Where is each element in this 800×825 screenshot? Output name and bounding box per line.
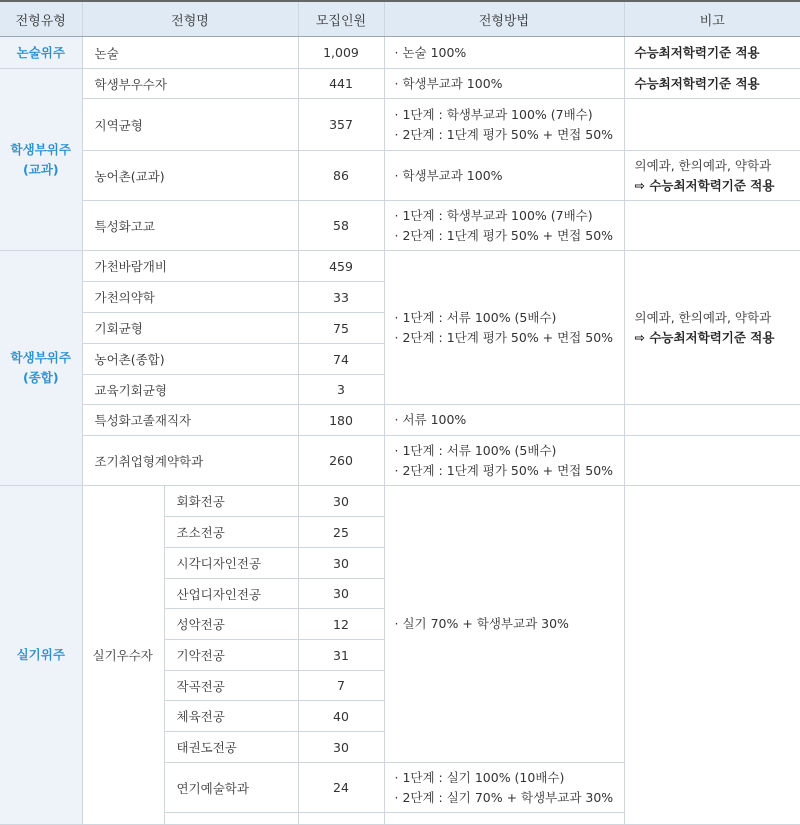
empty-cell [384, 813, 624, 825]
table-row [0, 486, 800, 517]
method-line: · 1단계 : 서류 100% (5배수) [394, 442, 557, 458]
method-cell: · 서류 100% [384, 405, 624, 436]
note-line: 의예과, 한의예과, 약학과 [634, 309, 772, 325]
note-cell [624, 436, 800, 486]
name-cell: 농어촌(교과) [82, 151, 298, 201]
count-cell: 86 [298, 151, 384, 201]
name-cell: 기회균형 [82, 313, 298, 344]
note-line: ⇨ 수능최저학력기준 적용 [634, 177, 775, 193]
type-sublabel: (종합) [22, 370, 59, 385]
table-row [0, 69, 800, 99]
major-cell: 체육전공 [164, 701, 298, 732]
count-cell: 33 [298, 282, 384, 313]
method-cell [384, 201, 624, 251]
count-cell: 30 [298, 732, 384, 763]
count-cell: 30 [298, 486, 384, 517]
type-cell: 실기위주 [0, 486, 82, 825]
method-cell: · 학생부교과 100% [384, 69, 624, 99]
major-cell: 기악전공 [164, 640, 298, 671]
note-cell [624, 201, 800, 251]
name-cell: 가천바람개비 [82, 251, 298, 282]
count-cell: 180 [298, 405, 384, 436]
method-line: · 2단계 : 1단계 평가 50% + 면접 50% [394, 462, 614, 478]
table-row [0, 405, 800, 436]
count-cell: 1,009 [298, 37, 384, 69]
note-cell: 수능최저학력기준 적용 [624, 37, 800, 69]
method-line: · 1단계 : 학생부교과 100% (7배수) [394, 106, 593, 122]
note-cell [624, 151, 800, 201]
major-cell: 시각디자인전공 [164, 548, 298, 579]
table-row [0, 251, 800, 282]
count-cell: 40 [298, 701, 384, 732]
name-cell: 조기취업형계약학과 [82, 436, 298, 486]
count-cell: 3 [298, 375, 384, 405]
count-cell: 24 [298, 763, 384, 813]
note-cell: 수능최저학력기준 적용 [624, 69, 800, 99]
name-cell: 학생부우수자 [82, 69, 298, 99]
method-line: · 2단계 : 1단계 평가 50% + 면접 50% [394, 126, 614, 142]
type-sublabel: (교과) [22, 161, 59, 177]
count-cell: 75 [298, 313, 384, 344]
header-row [0, 1, 800, 37]
major-cell: 산업디자인전공 [164, 579, 298, 609]
note-cell [624, 405, 800, 436]
note-cell [624, 251, 800, 405]
count-cell: 357 [298, 99, 384, 151]
major-cell: 조소전공 [164, 517, 298, 548]
header-type: 전형유형 [0, 1, 82, 37]
type-label: 학생부위주 [10, 350, 71, 365]
method-line: · 1단계 : 학생부교과 100% (7배수) [394, 207, 593, 223]
method-line: · 1단계 : 서류 100% (5배수) [394, 309, 557, 325]
count-cell: 30 [298, 548, 384, 579]
count-cell: 7 [298, 671, 384, 701]
type-cell: 논술위주 [0, 37, 82, 69]
method-line: · 2단계 : 1단계 평가 50% + 면접 50% [394, 329, 614, 345]
empty-cell [298, 813, 384, 825]
method-cell [384, 763, 624, 813]
major-cell: 연기예술학과 [164, 763, 298, 813]
type-label: 학생부위주 [10, 141, 71, 157]
table-row [0, 151, 800, 201]
major-cell: 태권도전공 [164, 732, 298, 763]
note-cell [624, 486, 800, 825]
method-cell [384, 251, 624, 405]
name-cell: 가천의약학 [82, 282, 298, 313]
count-cell: 58 [298, 201, 384, 251]
note-line: ⇨ 수능최저학력기준 적용 [634, 329, 775, 345]
name-cell: 특성화고졸재직자 [82, 405, 298, 436]
name-cell: 교육기회균형 [82, 375, 298, 405]
note-line: 의예과, 한의예과, 약학과 [634, 157, 772, 173]
count-cell: 12 [298, 609, 384, 640]
method-line: · 2단계 : 실기 70% + 학생부교과 30% [394, 789, 614, 805]
method-cell [384, 99, 624, 151]
method-cell [384, 436, 624, 486]
count-cell: 30 [298, 579, 384, 609]
name-cell: 논술 [82, 37, 298, 69]
count-cell: 25 [298, 517, 384, 548]
count-cell: 459 [298, 251, 384, 282]
name-cell: 지역균형 [82, 99, 298, 151]
method-cell: · 논술 100% [384, 37, 624, 69]
table-row [0, 99, 800, 151]
count-cell: 260 [298, 436, 384, 486]
name-cell: 특성화고교 [82, 201, 298, 251]
name-cell: 실기우수자 [82, 486, 164, 825]
header-name: 전형명 [82, 1, 298, 37]
major-cell: 작곡전공 [164, 671, 298, 701]
table-row [0, 201, 800, 251]
count-cell: 441 [298, 69, 384, 99]
header-count: 모집인원 [298, 1, 384, 37]
note-cell [624, 99, 800, 151]
header-note: 비고 [624, 1, 800, 37]
type-cell [0, 251, 82, 486]
major-cell: 회화전공 [164, 486, 298, 517]
count-cell: 74 [298, 344, 384, 375]
method-line: · 2단계 : 1단계 평가 50% + 면접 50% [394, 227, 614, 243]
major-cell: 성악전공 [164, 609, 298, 640]
type-cell [0, 69, 82, 251]
table-row [0, 37, 800, 69]
empty-cell [164, 813, 298, 825]
method-cell: · 학생부교과 100% [384, 151, 624, 201]
method-line: · 1단계 : 실기 100% (10배수) [394, 769, 565, 785]
name-cell: 농어촌(종합) [82, 344, 298, 375]
count-cell: 31 [298, 640, 384, 671]
method-cell: · 실기 70% + 학생부교과 30% [384, 486, 624, 763]
table-row [0, 436, 800, 486]
header-method: 전형방법 [384, 1, 624, 37]
